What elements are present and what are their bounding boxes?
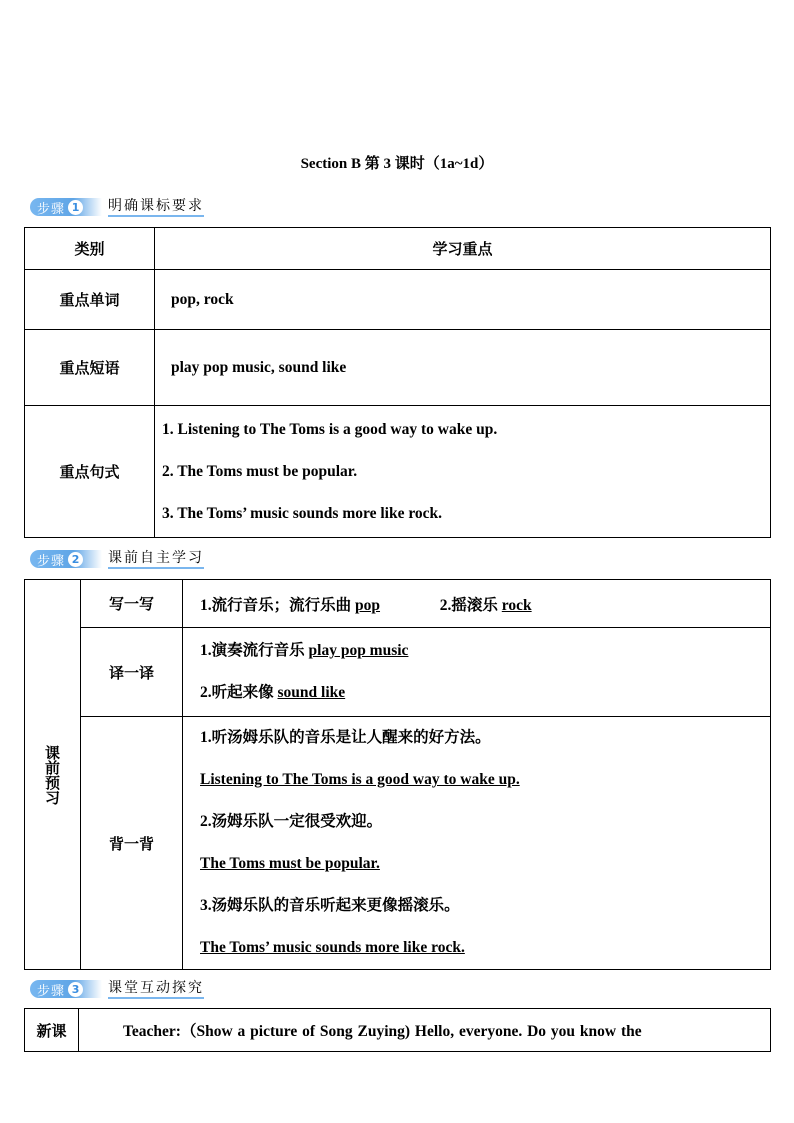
- recite-cn-line: 3.汤姆乐队的音乐听起来更像摇滚乐。: [200, 897, 460, 914]
- step-badge: [30, 980, 102, 998]
- step-3-header: [30, 979, 204, 999]
- step-label: 课堂互动探究: [108, 979, 204, 999]
- key-points-table: [24, 227, 771, 538]
- translate-label: 译一译: [81, 628, 183, 717]
- side-label-text: 课前预习: [43, 744, 61, 805]
- translate-answer-1: play pop music: [308, 642, 409, 659]
- translate-line: [200, 630, 770, 672]
- recite-answer: The Toms’ music sounds more like rock.: [200, 939, 465, 956]
- new-lesson-text: Teacher:（Show a picture of Song Zuying) Hello, everyone. Do you know the: [79, 1009, 771, 1052]
- recite-en-line: [200, 927, 770, 969]
- translate-item-1: 1.演奏流行音乐: [200, 642, 309, 659]
- preview-side-label: [25, 580, 81, 970]
- table-header-category: 类别: [25, 228, 155, 270]
- write-item-2: 2.摇滚乐: [439, 596, 502, 614]
- recite-en-line: [200, 759, 770, 801]
- write-answer-1: pop: [355, 596, 381, 614]
- write-item-1: 1.流行音乐；流行乐曲: [200, 596, 356, 614]
- step-label: 课前自主学习: [108, 549, 204, 569]
- table-row: [25, 330, 771, 406]
- recite-label: 背一背: [81, 717, 183, 970]
- translate-item-2: 2.听起来像: [200, 684, 278, 701]
- table-row: [25, 406, 771, 538]
- row-category: 重点单词: [25, 270, 155, 330]
- write-label: 写一写: [81, 580, 183, 628]
- step-number: 3: [68, 982, 83, 997]
- recite-en-line: [200, 843, 770, 885]
- recite-cn-line: 2.汤姆乐队一定很受欢迎。: [200, 813, 383, 830]
- step-number: 1: [68, 200, 83, 215]
- step-badge-text: 步骤: [37, 983, 66, 999]
- table-row: [25, 270, 771, 330]
- recite-answer: The Toms must be popular.: [200, 855, 380, 872]
- new-lesson-label: 新课: [25, 1009, 79, 1052]
- step-badge-text: 步骤: [37, 553, 66, 569]
- translate-content: [183, 628, 771, 717]
- row-category: 重点句式: [25, 406, 155, 538]
- recite-cn-line: 1.听汤姆乐队的音乐是让人醒来的好方法。: [200, 729, 491, 746]
- preview-table: [24, 579, 771, 970]
- translate-answer-2: sound like: [277, 684, 346, 701]
- row-category: 重点短语: [25, 330, 155, 406]
- sentence-line: 3. The Toms’ music sounds more like rock.: [162, 504, 443, 522]
- sentence-line: 2. The Toms must be popular.: [162, 462, 358, 480]
- translate-line: [200, 672, 770, 714]
- step-badge: [30, 550, 102, 568]
- row-content: pop, rock: [155, 270, 771, 330]
- row-content: play pop music, sound like: [155, 330, 771, 406]
- step-badge-text: 步骤: [37, 201, 66, 217]
- recite-answer: Listening to The Toms is a good way to wake up.: [200, 771, 520, 788]
- sentence-line: 1. Listening to The Toms is a good way to wake up.: [162, 420, 498, 438]
- step-label: 明确课标要求: [108, 197, 204, 217]
- recite-content: [183, 717, 771, 970]
- step-1-header: [30, 197, 204, 217]
- page-title: Section B 第 3 课时（1a~1d）: [300, 156, 494, 172]
- write-answer-2: rock: [501, 596, 532, 614]
- new-lesson-table: [24, 1008, 771, 1052]
- step-number: 2: [68, 552, 83, 567]
- step-badge: [30, 198, 102, 216]
- step-2-header: [30, 549, 204, 569]
- table-header-focus: 学习重点: [155, 228, 771, 270]
- write-content: [183, 580, 771, 628]
- row-content: [155, 406, 771, 538]
